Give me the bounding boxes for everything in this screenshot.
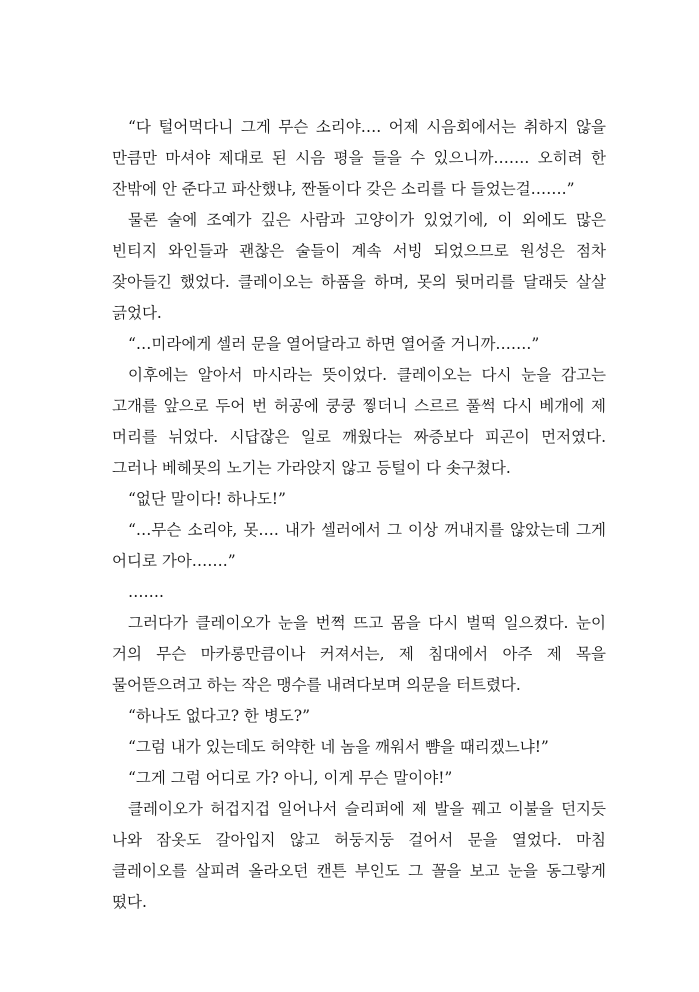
paragraph-4: 이후에는 알아서 마시라는 뜻이었다. 클레이오는 다시 눈을 감고는 고개를 앞으로 두어 번 허공에 쿵쿵 찧더니 스르르 풀썩 다시 베개에 제 머리를 뉘었다. 시답잖은 일로 깨웠다는 짜증보다 피곤이 먼저였다. 그러나 베헤못의 노기는 가라앉지 않고 등털이 다 솟구쳤다. xyxy=(112,366,606,477)
paragraph-2: 물론 술에 조예가 깊은 사람과 고양이가 있었기에, 이 외에도 많은 빈티지 와인들과 괜찮은 술들이 계속 서빙 되었으므로 원성은 점차 잦아들긴 했었다. 클레이오는 하품을 하며, 못의 뒷머리를 달래듯 살살 긁었다. xyxy=(112,211,606,322)
paragraph-11: “그게 그럼 어디로 가? 아니, 이게 무슨 말이야!” xyxy=(128,769,453,787)
paragraph-12: 클레이오가 허겁지겁 일어나서 슬리퍼에 제 발을 꿰고 이불을 던지듯 나와 잠옷도 갈아입지 않고 허둥지둥 걸어서 문을 열었다. 마침 클레이오를 살피려 올라오던 캔튼 부인도 그 꼴을 보고 눈을 동그랗게 떴다. xyxy=(112,800,606,911)
paragraph-1: “다 털어먹다니 그게 무슨 소리야…. 어제 시음회에서는 취하지 않을 만큼만 마셔야 제대로 된 시음 평을 들을 수 있으니까……. 오히려 한 잔밖에 안 준다고 파산했냐, 짠돌이다 갖은 소리를 다 들었는걸…….” xyxy=(112,118,606,198)
paragraph-5: “없단 말이다! 하나도!” xyxy=(128,490,286,508)
paragraph-9: “하나도 없다고? 한 병도?” xyxy=(128,707,311,725)
paragraph-6: “…무슨 소리야, 못…. 내가 셀러에서 그 이상 꺼내지를 않았는데 그게 어디로 가아…….” xyxy=(112,521,606,570)
paragraph-8: 그러다가 클레이오가 눈을 번쩍 뜨고 몸을 다시 벌떡 일으켰다. 눈이 거의 무슨 마카롱만큼이나 커져서는, 제 침대에서 아주 제 목을 물어뜯으려고 하는 작은 맹수를 내려다보며 의문을 터트렸다. xyxy=(112,614,606,694)
book-page xyxy=(112,112,606,918)
paragraph-10: “그럼 내가 있는데도 허약한 네 놈을 깨워서 뺨을 때리겠느냐!” xyxy=(128,738,549,756)
paragraph-7: ……. xyxy=(128,583,164,601)
paragraph-3: “…미라에게 셀러 문을 열어달라고 하면 열어줄 거니까…….” xyxy=(128,335,540,353)
